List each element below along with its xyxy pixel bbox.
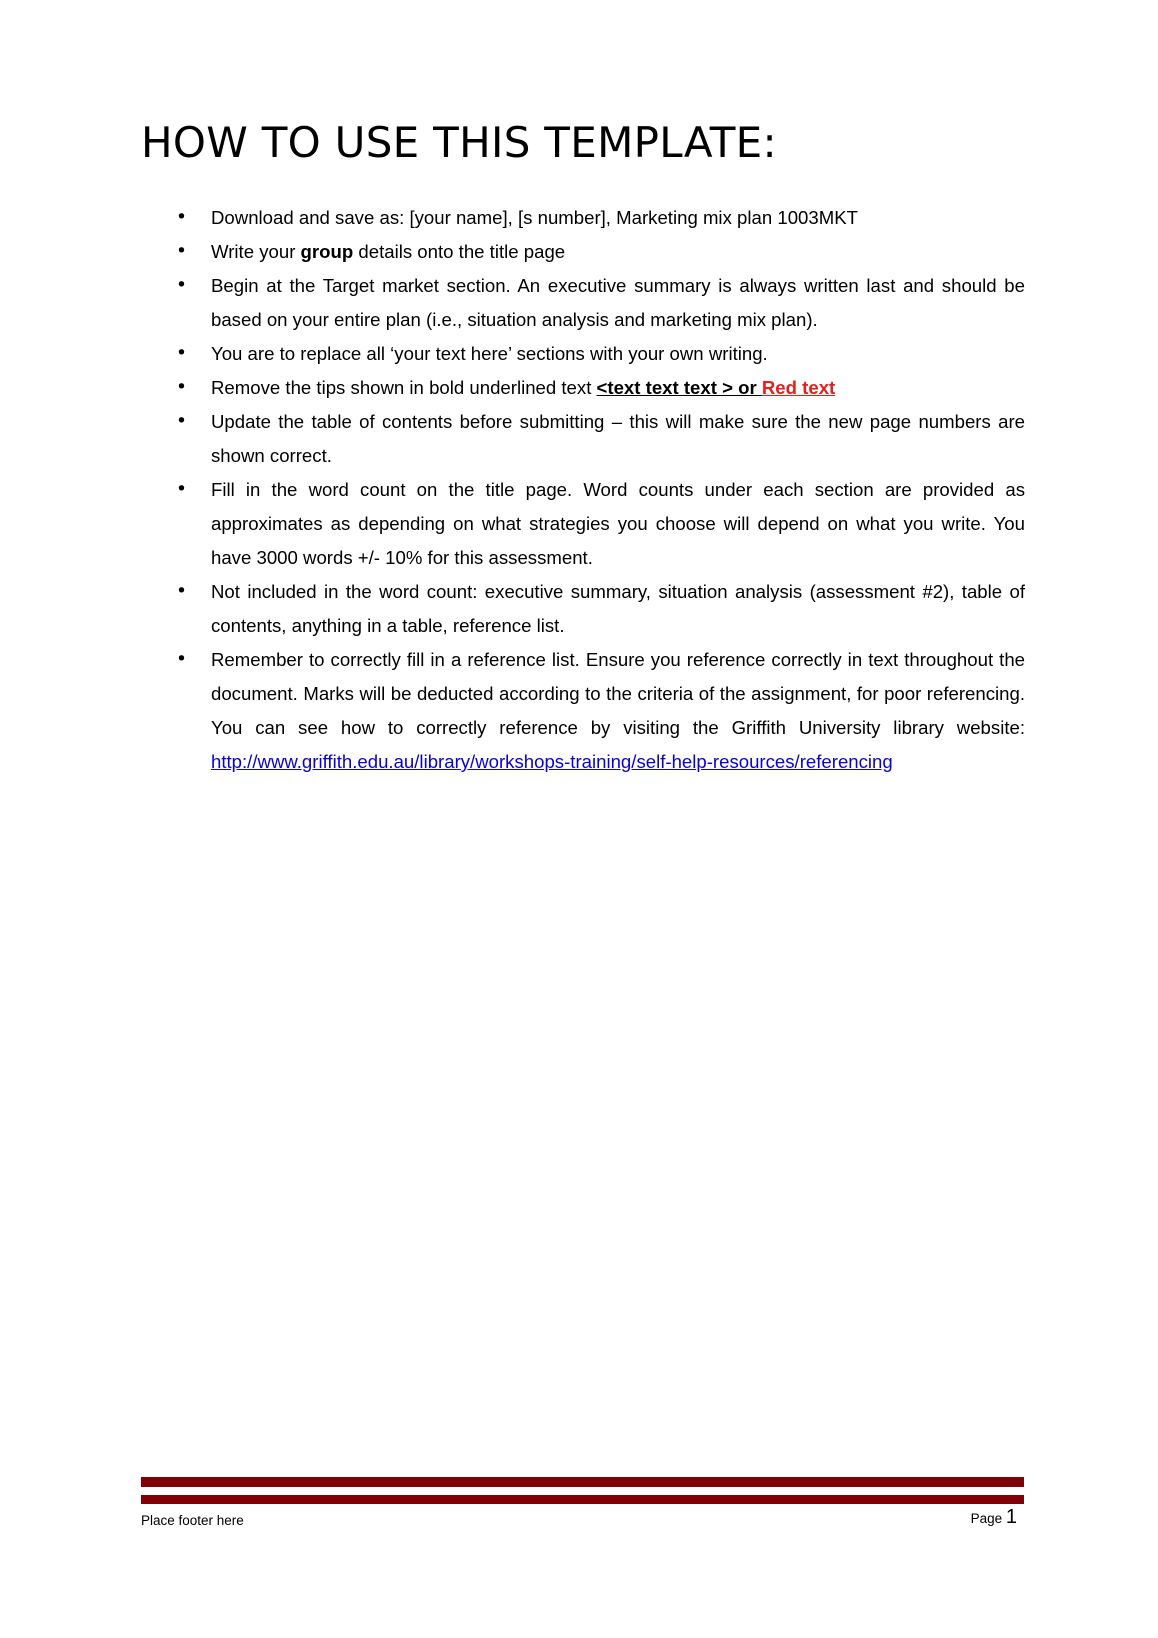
list-item	[141, 201, 1025, 235]
tip-example-red-text: Red text	[761, 377, 836, 398]
referencing-link[interactable]: http://www.griffith.edu.au/library/workshops-training/self-help-resources/referencing	[211, 751, 893, 772]
list-item	[141, 405, 1025, 473]
bullet-icon: •	[176, 581, 187, 602]
item-text: Download and save as: [your name], [s number], Marketing mix plan 1003MKT	[211, 207, 858, 228]
item-text: Write your	[211, 241, 301, 262]
page-label: Page	[970, 1511, 1003, 1526]
item-text: Remember to correctly fill in a reference list. Ensure you reference correctly in text throughout the document. Marks will be deducted according to the criteria of the assignment, for poor referencing. You can see how to correctly reference by visiting the Griffith University library website:	[211, 649, 1025, 738]
list-item	[141, 371, 1025, 405]
page-number: 1	[1005, 1506, 1017, 1528]
bullet-icon: •	[176, 479, 187, 500]
item-text: Update the table of contents before submitting – this will make sure the new page numbers are shown correct.	[211, 411, 1025, 466]
bullet-icon: •	[176, 377, 187, 398]
list-item	[141, 269, 1025, 337]
bullet-icon: •	[176, 241, 187, 262]
item-text: You are to replace all ‘your text here’ sections with your own writing.	[211, 343, 768, 364]
bullet-icon: •	[176, 343, 187, 364]
item-text: Begin at the Target market section. An executive summary is always written last and should be based on your entire plan (i.e., situation analysis and marketing mix plan).	[211, 275, 1025, 330]
bullet-icon: •	[176, 649, 187, 670]
list-item	[141, 235, 1025, 269]
item-bold-text: group	[300, 241, 354, 262]
page-number-block	[971, 1506, 1017, 1529]
footer-divider-top	[141, 1477, 1024, 1487]
list-item	[141, 337, 1025, 371]
instruction-list	[141, 201, 1025, 779]
item-text: Remove the tips shown in bold underlined text	[211, 377, 597, 398]
page-title: HOW TO USE THIS TEMPLATE:	[141, 118, 777, 167]
item-text: Not included in the word count: executive summary, situation analysis (assessment #2), table of contents, anything in a table, reference list.	[211, 581, 1025, 636]
list-item	[141, 643, 1025, 779]
tip-example-text: <text text text > or	[596, 377, 762, 398]
list-item	[141, 575, 1025, 643]
item-text: Fill in the word count on the title page. Word counts under each section are provided as approximates as depending on what strategies you choose will depend on what you write. You have 3000 words +/- 10% for this assessment.	[211, 479, 1025, 568]
footer-text: Place footer here	[141, 1513, 244, 1528]
bullet-icon: •	[176, 207, 187, 228]
bullet-icon: •	[176, 275, 187, 296]
list-item	[141, 473, 1025, 575]
bullet-icon: •	[176, 411, 187, 432]
footer-divider-bottom	[141, 1495, 1024, 1504]
item-text: details onto the title page	[353, 241, 566, 262]
